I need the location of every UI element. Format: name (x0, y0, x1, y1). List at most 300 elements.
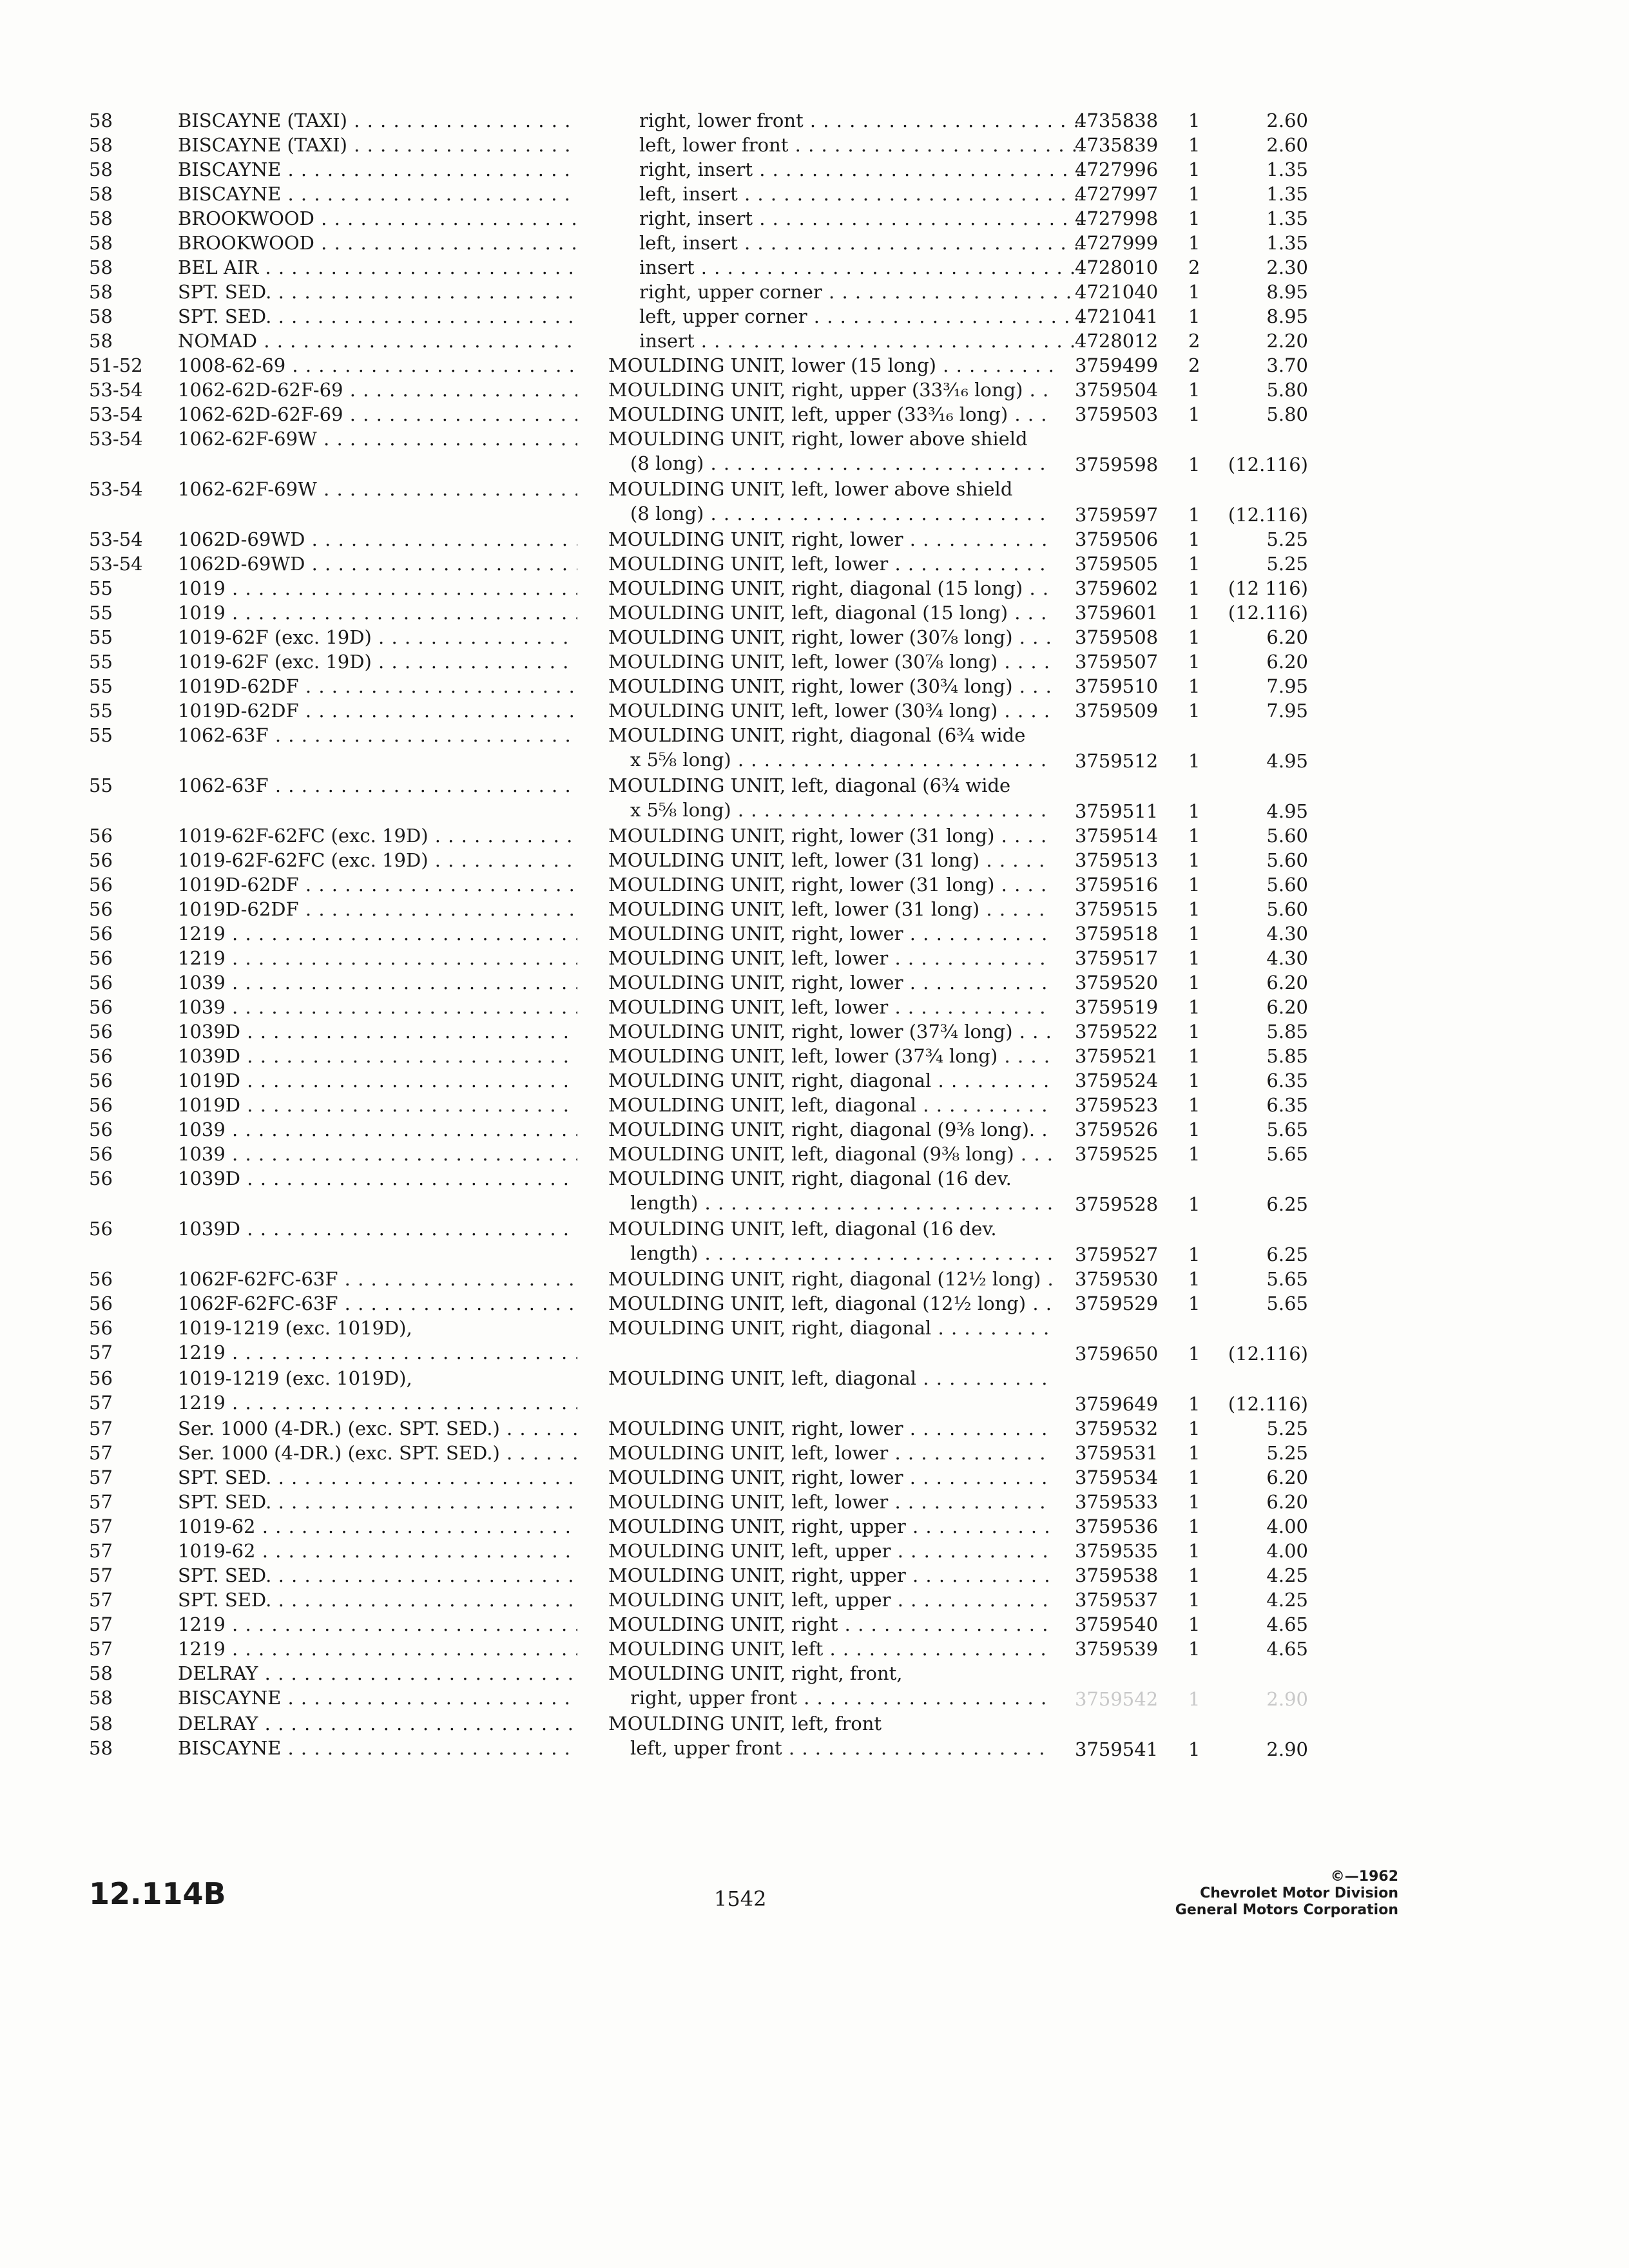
model-cell: 1039 . . . (178, 1117, 577, 1142)
price-cell: 5.25 (1266, 1442, 1308, 1464)
quantity-cell: 1 (1188, 825, 1200, 847)
table-row (0, 723, 1629, 773)
description-text: MOULDING UNIT, right, upper (33³⁄₁₆ long) . . . (608, 378, 1053, 402)
part-number-cell: 3759523 (1075, 1094, 1159, 1116)
part-number-cell: 3759532 (1075, 1418, 1159, 1439)
model-cell: 1219 . . . (178, 946, 577, 970)
description-cell (608, 1142, 1053, 1166)
description-text: MOULDING UNIT, left, diagonal (15 long) . . . (608, 601, 1053, 625)
model-cell: BISCAYNE (TAXI) . . . (178, 108, 577, 133)
year-cell: 56 (89, 1045, 113, 1067)
year-cell: 56 (89, 1021, 113, 1043)
quantity-cell: 1 (1188, 996, 1200, 1018)
price-cell: (12.116) (1228, 1393, 1308, 1415)
description-text: MOULDING UNIT, right, lower above shield (608, 428, 1028, 450)
model-cell: 1019D . . . (178, 1068, 577, 1093)
year-cell: 58 (89, 232, 113, 254)
publisher-block (1095, 1869, 1398, 1919)
quantity-cell: 1 (1188, 800, 1200, 822)
model-cell: 1062D-69WD . . . (178, 527, 577, 552)
description-cell (608, 625, 1053, 649)
table-row (0, 698, 1629, 723)
description-cell (608, 1563, 1053, 1588)
price-cell: 2.60 (1266, 134, 1308, 156)
table-row (0, 353, 1629, 378)
model-cell: 1219 . . . (178, 1612, 577, 1637)
description-text: MOULDING UNIT, right, upper . . . (608, 1563, 1053, 1588)
part-number-cell: 3759517 (1075, 947, 1159, 969)
model-cell: 1062-62D-62F-69 . . . (178, 402, 577, 427)
description-text: MOULDING UNIT, left, diagonal . . . (608, 1093, 1053, 1117)
year-cell: 57 (89, 1613, 113, 1635)
year-cell: 58 (89, 256, 113, 278)
year-cell: 55 (89, 651, 113, 673)
price-cell: (12.116) (1228, 602, 1308, 624)
quantity-cell: 1 (1188, 1193, 1200, 1215)
year-cell: 58 (89, 134, 113, 156)
description-cell (608, 378, 1053, 402)
price-cell: 5.80 (1266, 403, 1308, 425)
description-text: MOULDING UNIT, right, lower . . . (608, 1416, 1053, 1441)
price-cell: 6.35 (1266, 1070, 1308, 1091)
description-cell (608, 921, 1053, 946)
table-row (0, 182, 1629, 206)
quantity-cell: 1 (1188, 1293, 1200, 1314)
quantity-cell: 1 (1188, 1613, 1200, 1635)
price-cell: 4.95 (1266, 750, 1308, 772)
description-text: MOULDING UNIT, right, lower (31 long) . . . (608, 872, 1053, 897)
quantity-cell: 1 (1188, 947, 1200, 969)
description-text: MOULDING UNIT, right, diagonal (9⅜ long). . . . (608, 1117, 1053, 1142)
model-cell: SPT. SED. . . . (178, 280, 577, 304)
table-row (0, 255, 1629, 280)
year-cell: 55 (89, 675, 113, 697)
part-number-cell: 3759524 (1075, 1070, 1159, 1091)
year-cell (89, 1316, 113, 1365)
table-row (0, 1588, 1629, 1612)
description-cell (608, 649, 1053, 674)
part-number-cell: 3759521 (1075, 1045, 1159, 1067)
year-cell: 58 (89, 330, 113, 352)
price-cell: 8.95 (1266, 281, 1308, 303)
table-row (0, 280, 1629, 304)
description-text: MOULDING UNIT, right, lower . . . (608, 921, 1053, 946)
model-cell: 1219 . . . (178, 921, 577, 946)
quantity-cell: 1 (1188, 1589, 1200, 1611)
quantity-cell: 1 (1188, 1070, 1200, 1091)
description-text: MOULDING UNIT, left . . . (608, 1637, 1053, 1661)
price-cell: 4.65 (1266, 1613, 1308, 1635)
description-cell (608, 576, 1053, 601)
table-row (0, 1711, 1629, 1762)
table-row (0, 1661, 1629, 1711)
quantity-cell: 1 (1188, 305, 1200, 327)
description-text: MOULDING UNIT, right, front, (608, 1662, 903, 1684)
description-cell (608, 848, 1053, 872)
quantity-cell: 1 (1188, 1638, 1200, 1660)
description-text: MOULDING UNIT, left, lower . . . (608, 1490, 1053, 1514)
part-number-cell: 3759533 (1075, 1491, 1159, 1513)
year-text: 58 (89, 1662, 113, 1684)
model-cell: SPT. SED. . . . (178, 304, 577, 329)
year-cell: 56 (89, 1218, 113, 1240)
description-text: MOULDING UNIT, left, upper . . . (608, 1539, 1053, 1563)
year-cell: 58 (89, 305, 113, 327)
model-cell: 1039 . . . (178, 1142, 577, 1166)
description-text: MOULDING UNIT, left, lower above shield (608, 478, 1013, 500)
table-row (0, 206, 1629, 231)
table-row (0, 402, 1629, 427)
description-text: MOULDING UNIT, left, diagonal (6¾ wide (608, 774, 1011, 796)
price-cell: 1.35 (1266, 159, 1308, 180)
table-row (0, 1563, 1629, 1588)
quantity-cell: 1 (1188, 1466, 1200, 1488)
description-cell (608, 1291, 1053, 1316)
part-number-cell: 4735839 (1075, 134, 1159, 156)
quantity-cell: 1 (1188, 1393, 1200, 1415)
description-cell (608, 206, 1084, 231)
quantity-cell: 1 (1188, 1515, 1200, 1537)
year-cell: 56 (89, 1168, 113, 1189)
year-cell: 55 (89, 774, 113, 796)
part-number-cell: 4721040 (1075, 281, 1159, 303)
model-cell: 1062F-62FC-63F . . . (178, 1267, 577, 1291)
model-cell: 1062-62F-69W . . . (178, 427, 577, 451)
model-cell: SPT. SED. . . . (178, 1563, 577, 1588)
year-text: 56 (89, 1367, 113, 1389)
model-text: 1219 . . . (178, 1390, 577, 1415)
description-text: right, insert . . . (639, 157, 1084, 182)
description-text: MOULDING UNIT, left, lower . . . (608, 946, 1053, 970)
corporation-line: General Motors Corporation (1175, 1902, 1398, 1918)
quantity-cell: 1 (1188, 1244, 1200, 1265)
model-text: 1019-1219 (exc. 1019D), (178, 1367, 412, 1389)
quantity-cell: 1 (1188, 379, 1200, 401)
part-number-cell: 3759507 (1075, 651, 1159, 673)
part-number-cell: 3759528 (1075, 1193, 1159, 1215)
quantity-cell: 1 (1188, 1045, 1200, 1067)
description-cell (608, 280, 1084, 304)
part-number-cell: 3759527 (1075, 1244, 1159, 1265)
description-text: MOULDING UNIT, right, lower (30¾ long) . . . (608, 674, 1053, 698)
part-number-cell: 3759519 (1075, 996, 1159, 1018)
price-cell: 5.85 (1266, 1045, 1308, 1067)
year-cell: 57 (89, 1564, 113, 1586)
quantity-cell: 1 (1188, 1143, 1200, 1165)
table-row (0, 674, 1629, 698)
year-cell: 56 (89, 1143, 113, 1165)
year-cell: 56 (89, 1070, 113, 1091)
price-cell: 5.60 (1266, 898, 1308, 920)
quantity-cell: 1 (1188, 110, 1200, 131)
year-text: 56 (89, 1317, 113, 1339)
price-cell: 5.65 (1266, 1268, 1308, 1290)
model-text: DELRAY . . . (178, 1661, 577, 1686)
quantity-cell: 1 (1188, 1021, 1200, 1043)
price-cell: (12.116) (1228, 454, 1308, 476)
quantity-cell: 1 (1188, 1343, 1200, 1365)
year-cell: 53-54 (89, 379, 143, 401)
part-number-cell: 3759530 (1075, 1268, 1159, 1290)
description-text: MOULDING UNIT, left, diagonal . . . (608, 1366, 1053, 1390)
part-number-cell: 4727999 (1075, 232, 1159, 254)
price-cell: 6.25 (1266, 1193, 1308, 1215)
part-number-cell: 3759511 (1075, 800, 1159, 822)
year-cell: 56 (89, 923, 113, 945)
model-cell: BISCAYNE . . . (178, 182, 577, 206)
model-text: BISCAYNE . . . (178, 1686, 577, 1710)
table-row (0, 1044, 1629, 1068)
model-cell: 1019-62F-62FC (exc. 19D) . . . (178, 848, 577, 872)
quantity-cell: 1 (1188, 207, 1200, 229)
price-cell: (12.116) (1228, 504, 1308, 526)
price-cell: 4.00 (1266, 1540, 1308, 1562)
year-text: 58 (89, 1713, 113, 1735)
part-number-cell: 3759534 (1075, 1466, 1159, 1488)
price-cell: 6.20 (1266, 1491, 1308, 1513)
table-row (0, 1539, 1629, 1563)
description-text: MOULDING UNIT, right, diagonal (15 long) . . . (608, 576, 1053, 601)
description-cell (608, 304, 1084, 329)
quantity-cell: 1 (1188, 504, 1200, 526)
description-cell (608, 133, 1084, 157)
year-text: 57 (89, 1392, 113, 1414)
part-number-cell: 3759542 (1075, 1688, 1159, 1710)
year-cell: 57 (89, 1442, 113, 1464)
table-row (0, 157, 1629, 182)
model-cell: 1039 . . . (178, 970, 577, 995)
year-cell: 58 (89, 281, 113, 303)
description-cell (608, 255, 1084, 280)
quantity-cell: 1 (1188, 750, 1200, 772)
price-cell: 2.60 (1266, 110, 1308, 131)
year-cell: 55 (89, 724, 113, 746)
table-row (0, 601, 1629, 625)
part-number-cell: 3759538 (1075, 1564, 1159, 1586)
price-cell: 7.95 (1266, 700, 1308, 722)
year-cell: 58 (89, 183, 113, 205)
quantity-cell: 2 (1188, 330, 1200, 352)
part-number-cell: 3759518 (1075, 923, 1159, 945)
table-row (0, 1316, 1629, 1366)
description-cell (608, 601, 1053, 625)
model-cell: 1019 . . . (178, 601, 577, 625)
quantity-cell: 1 (1188, 281, 1200, 303)
part-number-cell: 3759602 (1075, 577, 1159, 599)
table-row (0, 970, 1629, 995)
description-cell (608, 1366, 1053, 1390)
description-cell (608, 823, 1053, 848)
price-cell: 5.60 (1266, 874, 1308, 896)
model-cell: BROOKWOOD . . . (178, 231, 577, 255)
description-text: right, insert . . . (639, 206, 1084, 231)
price-cell: (12 116) (1228, 577, 1308, 599)
table-row (0, 108, 1629, 133)
price-cell: 1.35 (1266, 207, 1308, 229)
price-cell: 5.65 (1266, 1293, 1308, 1314)
description-text: MOULDING UNIT, right . . . (608, 1612, 1053, 1637)
model-cell: NOMAD . . . (178, 329, 577, 353)
description-text: MOULDING UNIT, left, lower . . . (608, 552, 1053, 576)
year-cell: 57 (89, 1491, 113, 1513)
part-number-cell: 3759515 (1075, 898, 1159, 920)
quantity-cell: 1 (1188, 232, 1200, 254)
section-number: 12.114B (89, 1876, 226, 1911)
description-text: x 5⅝ long) . . . (608, 798, 1053, 822)
year-cell: 56 (89, 825, 113, 847)
table-row (0, 304, 1629, 329)
description-text: right, lower front . . . (639, 108, 1084, 133)
description-cell (608, 402, 1053, 427)
description-text: length) . . . (608, 1241, 1053, 1265)
price-cell: 2.30 (1266, 256, 1308, 278)
table-row (0, 477, 1629, 527)
quantity-cell: 1 (1188, 159, 1200, 180)
description-cell (608, 1093, 1053, 1117)
part-number-cell: 4728012 (1075, 330, 1159, 352)
description-cell (608, 674, 1053, 698)
table-row (0, 1019, 1629, 1044)
description-text: MOULDING UNIT, left, diagonal (16 dev. (608, 1218, 997, 1240)
part-number-cell: 3759508 (1075, 626, 1159, 648)
model-cell: 1062-62D-62F-69 . . . (178, 378, 577, 402)
quantity-cell: 1 (1188, 134, 1200, 156)
quantity-cell: 2 (1188, 256, 1200, 278)
table-row (0, 625, 1629, 649)
price-cell: 5.25 (1266, 528, 1308, 550)
year-cell: 55 (89, 700, 113, 722)
quantity-cell: 1 (1188, 1564, 1200, 1586)
price-cell: 1.35 (1266, 183, 1308, 205)
year-text: 58 (89, 1687, 113, 1709)
table-row (0, 329, 1629, 353)
year-text: 57 (89, 1341, 113, 1363)
part-number-cell: 3759513 (1075, 849, 1159, 871)
table-row (0, 527, 1629, 552)
model-cell: 1019-62F-62FC (exc. 19D) . . . (178, 823, 577, 848)
description-cell (608, 970, 1053, 995)
part-number-cell: 3759522 (1075, 1021, 1159, 1043)
part-number-cell: 3759601 (1075, 602, 1159, 624)
price-cell: 6.20 (1266, 626, 1308, 648)
part-number-cell: 3759512 (1075, 750, 1159, 772)
description-text: left, upper corner . . . (639, 304, 1084, 329)
price-cell: 5.60 (1266, 825, 1308, 847)
quantity-cell: 1 (1188, 1268, 1200, 1290)
description-text: MOULDING UNIT, left, front (608, 1713, 882, 1735)
division-line: Chevrolet Motor Division (1200, 1885, 1398, 1901)
description-text: MOULDING UNIT, left, lower (31 long) . . . (608, 848, 1053, 872)
quantity-cell: 1 (1188, 183, 1200, 205)
table-row (0, 897, 1629, 921)
description-cell (608, 329, 1084, 353)
description-cell (608, 1539, 1053, 1563)
model-cell: 1062D-69WD . . . (178, 552, 577, 576)
part-number-cell: 3759536 (1075, 1515, 1159, 1537)
year-cell (89, 1661, 113, 1710)
year-cell: 55 (89, 626, 113, 648)
year-cell: 51-52 (89, 354, 143, 376)
description-cell (608, 1441, 1053, 1465)
quantity-cell: 1 (1188, 972, 1200, 994)
price-cell: 5.65 (1266, 1143, 1308, 1165)
quantity-cell: 1 (1188, 577, 1200, 599)
price-cell: 4.30 (1266, 947, 1308, 969)
description-text: MOULDING UNIT, left, lower . . . (608, 995, 1053, 1019)
model-cell: 1019D-62DF . . . (178, 698, 577, 723)
year-cell: 53-54 (89, 553, 143, 575)
part-number-cell: 3759529 (1075, 1293, 1159, 1314)
model-cell: 1039D . . . (178, 1166, 577, 1191)
year-cell: 55 (89, 577, 113, 599)
part-number-cell: 3759510 (1075, 675, 1159, 697)
part-number-cell: 3759516 (1075, 874, 1159, 896)
part-number-cell: 3759537 (1075, 1589, 1159, 1611)
part-number-cell: 4727996 (1075, 159, 1159, 180)
year-cell: 53-54 (89, 528, 143, 550)
table-row (0, 649, 1629, 674)
model-cell: Ser. 1000 (4-DR.) (exc. SPT. SED.) . . . (178, 1416, 577, 1441)
description-cell (608, 698, 1053, 723)
model-cell: 1019 . . . (178, 576, 577, 601)
quantity-cell: 1 (1188, 849, 1200, 871)
part-number-cell: 3759505 (1075, 553, 1159, 575)
description-text: left, lower front . . . (639, 133, 1084, 157)
quantity-cell: 1 (1188, 874, 1200, 896)
model-cell: 1008-62-69 . . . (178, 353, 577, 378)
year-cell (89, 1711, 113, 1760)
part-number-cell: 3759504 (1075, 379, 1159, 401)
table-row (0, 1416, 1629, 1441)
quantity-cell: 1 (1188, 1738, 1200, 1760)
table-row (0, 1514, 1629, 1539)
part-number-cell: 3759525 (1075, 1143, 1159, 1165)
model-cell: 1019D-62DF . . . (178, 897, 577, 921)
year-cell: 56 (89, 849, 113, 871)
quantity-cell: 2 (1188, 354, 1200, 376)
description-cell (608, 1637, 1053, 1661)
description-text: MOULDING UNIT, left, lower . . . (608, 1441, 1053, 1465)
description-cell (608, 353, 1053, 378)
part-number-cell: 3759540 (1075, 1613, 1159, 1635)
description-cell (608, 1068, 1053, 1093)
description-cell (608, 1044, 1053, 1068)
description-text: left, insert . . . (639, 182, 1084, 206)
model-cell: 1019-62F (exc. 19D) . . . (178, 625, 577, 649)
description-cell (608, 1216, 1053, 1265)
description-cell (608, 1166, 1053, 1215)
table-row (0, 1291, 1629, 1316)
year-cell: 56 (89, 972, 113, 994)
description-cell (608, 946, 1053, 970)
table-row (0, 231, 1629, 255)
price-cell: 4.95 (1266, 800, 1308, 822)
year-cell: 57 (89, 1638, 113, 1660)
model-cell: BROOKWOOD . . . (178, 206, 577, 231)
table-row (0, 848, 1629, 872)
quantity-cell: 1 (1188, 923, 1200, 945)
year-cell: 53-54 (89, 478, 143, 500)
description-text: insert . . . (639, 329, 1084, 353)
table-row (0, 1441, 1629, 1465)
part-number-cell: 3759649 (1075, 1393, 1159, 1415)
quantity-cell: 1 (1188, 700, 1200, 722)
part-number-cell: 3759539 (1075, 1638, 1159, 1660)
model-cell (178, 1366, 577, 1415)
model-cell: SPT. SED. . . . (178, 1588, 577, 1612)
part-number-cell: 3759503 (1075, 403, 1159, 425)
price-cell: 6.20 (1266, 972, 1308, 994)
